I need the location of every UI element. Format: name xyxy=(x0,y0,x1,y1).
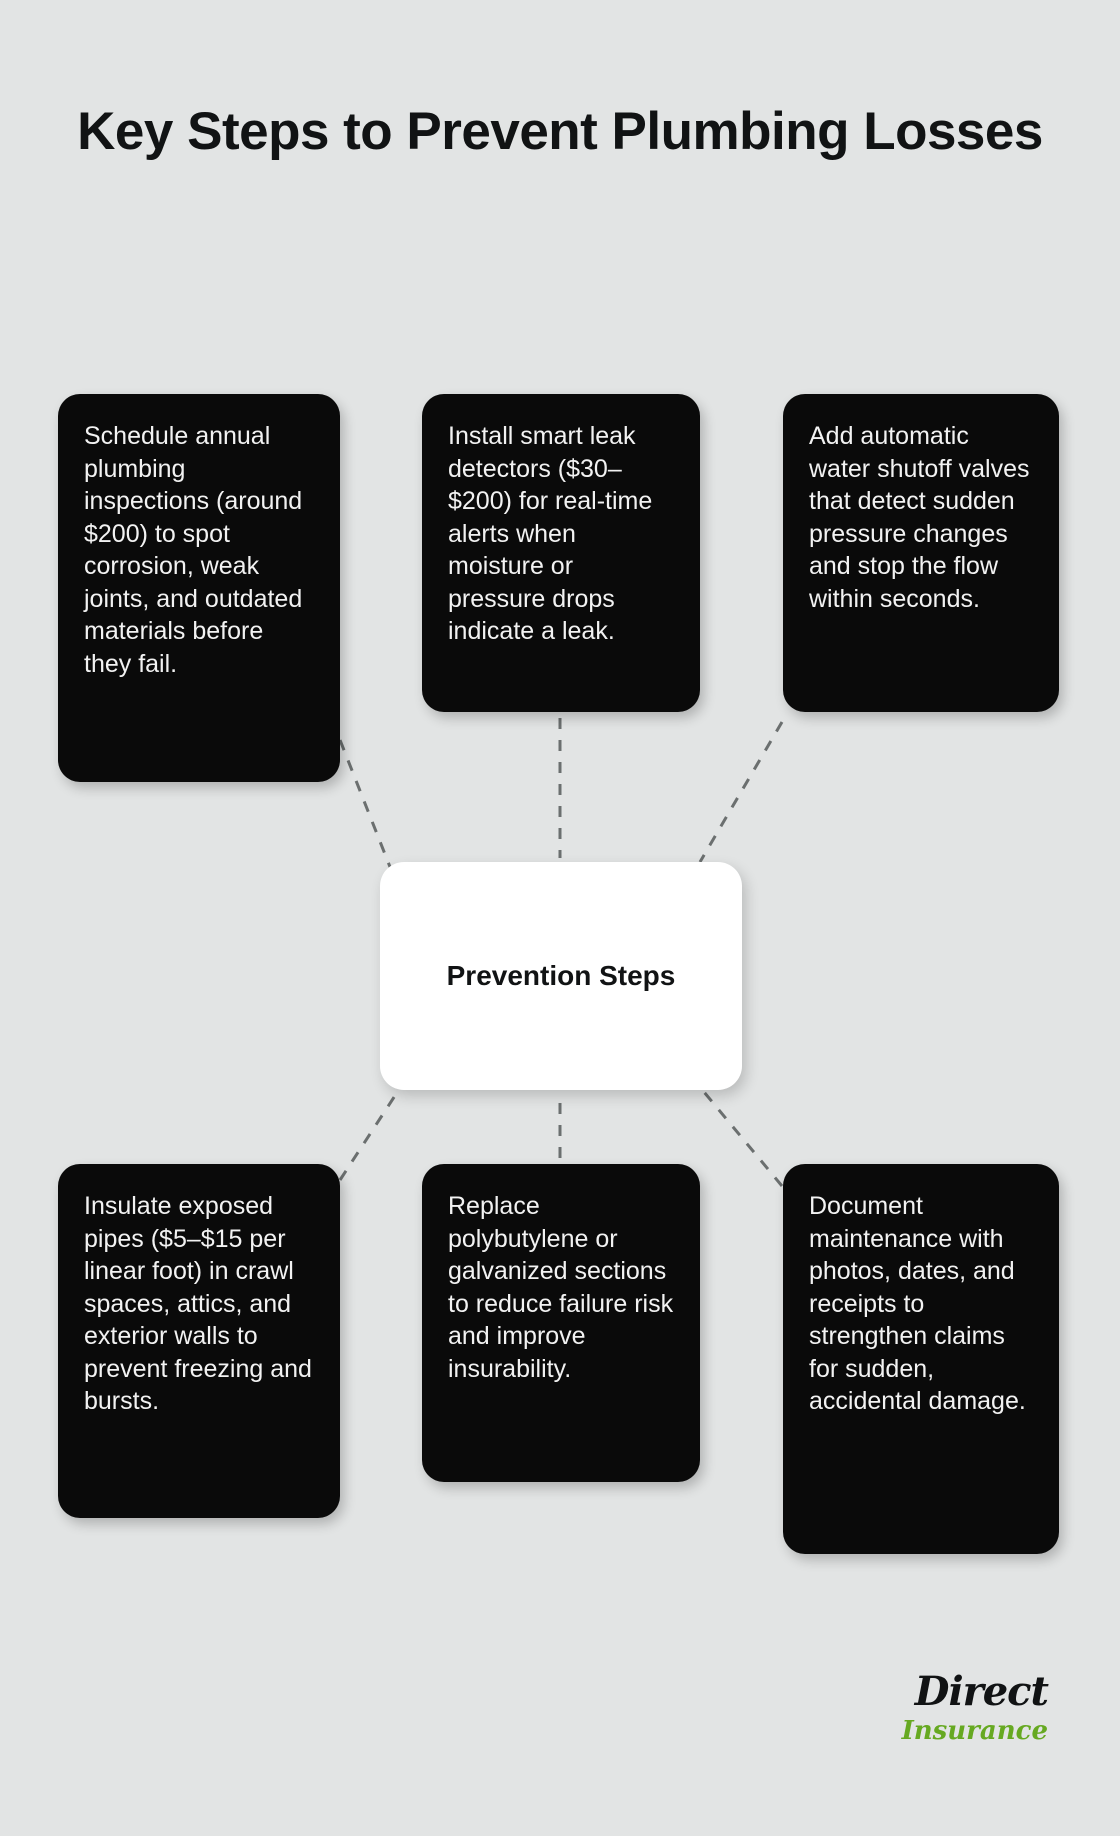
connector-node-5 xyxy=(704,1092,782,1186)
prevention-step-text: Schedule annual plumbing inspections (around $200) to spot corrosion, weak joints, and outdated materials before they fail. xyxy=(84,422,303,678)
prevention-step-text: Insulate exposed pipes ($5–$15 per linear foot) in crawl spaces, attics, and exterior walls to prevent freezing and bursts. xyxy=(84,1192,312,1415)
prevention-step-card-3 xyxy=(783,394,1059,712)
brand-tagline: Insurance xyxy=(901,1716,1048,1746)
brand-name: Direct xyxy=(914,1668,1048,1715)
connector-node-3 xyxy=(340,1088,400,1180)
center-node xyxy=(380,862,742,1090)
brand-logo xyxy=(901,1668,1048,1746)
prevention-step-card-5 xyxy=(422,1164,700,1482)
prevention-step-card-4 xyxy=(58,1164,340,1518)
prevention-step-card-6 xyxy=(783,1164,1059,1554)
center-node-label: Prevention Steps xyxy=(446,959,676,991)
connector-node-2 xyxy=(700,722,782,862)
connector-node-0 xyxy=(340,740,392,872)
prevention-step-text: Add automatic water shutoff valves that detect sudden pressure changes and stop the flow within seconds. xyxy=(809,422,1030,613)
page-title: Key Steps to Prevent Plumbing Losses xyxy=(77,102,1043,161)
prevention-step-text: Document maintenance with photos, dates, and receipts to strengthen claims for sudden, accidental damage. xyxy=(809,1192,1026,1415)
prevention-step-card-2 xyxy=(422,394,700,712)
prevention-step-text: Replace polybutylene or galvanized sections to reduce failure risk and improve insurability. xyxy=(448,1192,674,1383)
prevention-step-card-1 xyxy=(58,394,340,782)
prevention-step-text: Install smart leak detectors ($30–$200) for real-time alerts when moisture or pressure drops indicate a leak. xyxy=(448,422,653,645)
